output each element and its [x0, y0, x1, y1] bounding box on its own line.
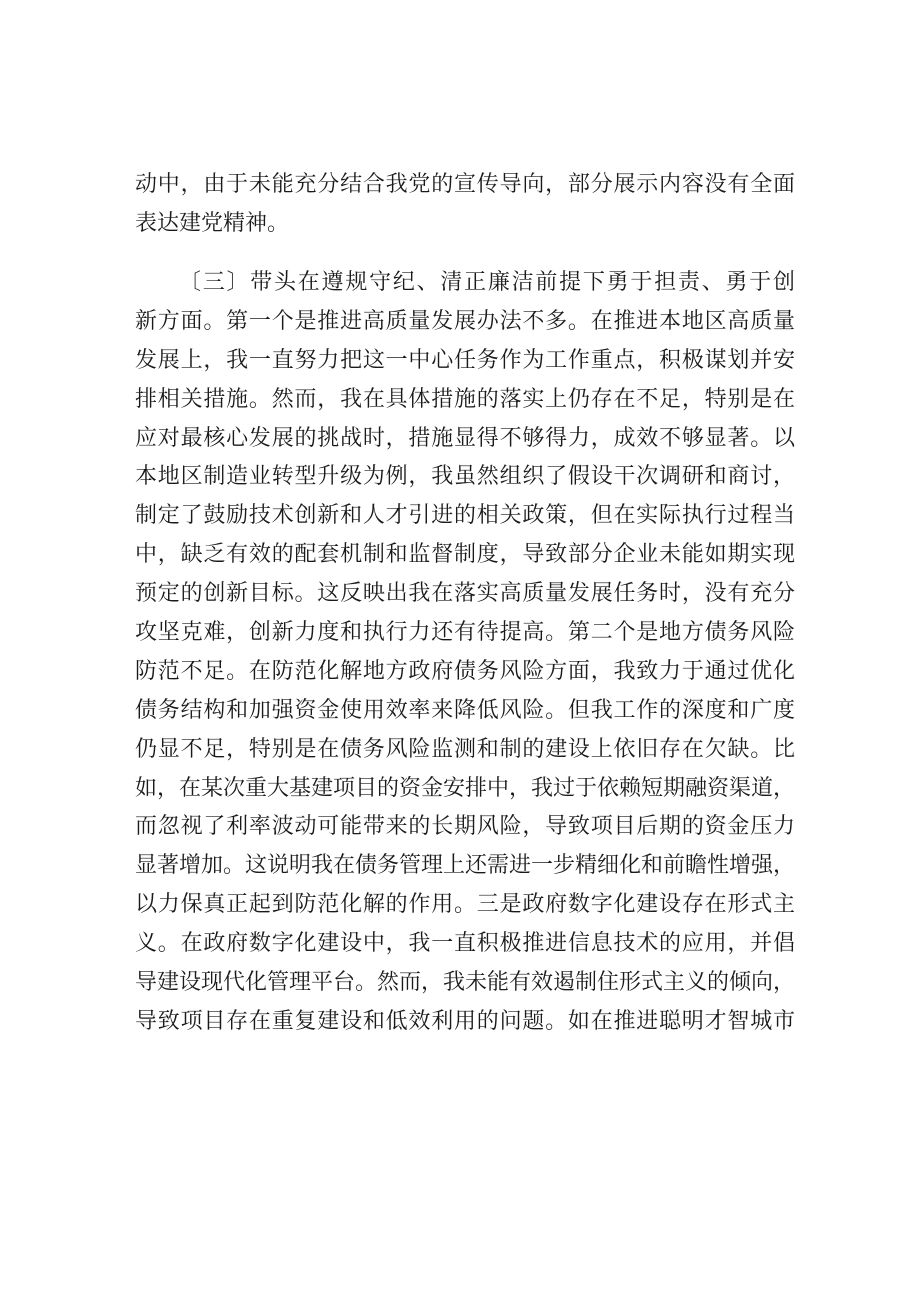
text-line: 仍显不足，特别是在债务风险监测和制的建设上依旧存在欠缺。比 [135, 736, 795, 762]
text-line: 本地区制造业转型升级为例，我虽然组织了假设干次调研和商讨， [135, 464, 795, 490]
text-line: 义。在政府数字化建设中，我一直积极推进信息技术的应用，并倡 [135, 931, 795, 957]
paragraph-continued [135, 166, 795, 244]
text-line: 显著增加。这说明我在债务管理上还需进一步精细化和前瞻性增强， [135, 853, 795, 879]
text-line: 中，缺乏有效的配套机制和监督制度，导致部分企业未能如期实现 [135, 542, 795, 568]
text-line: 〔三〕带头在遵规守纪、清正廉洁前提下勇于担责、勇于创 [179, 270, 795, 295]
paragraph-section-3 [135, 264, 795, 1042]
text-line: 债务结构和加强资金使用效率来降低风险。但我工作的深度和广度 [135, 697, 795, 723]
text-line: 如，在某次重大基建项目的资金安排中，我过于依赖短期融资渠道， [135, 775, 795, 801]
text-line: 排相关措施。然而，我在具体措施的落实上仍存在不足，特别是在 [135, 386, 795, 412]
text-line: 导致项目存在重复建设和低效利用的问题。如在推进聪明才智城市 [135, 1008, 795, 1034]
text-line: 预定的创新目标。这反映出我在落实高质量发展任务时，没有充分 [135, 581, 795, 607]
text-line: 防范不足。在防范化解地方政府债务风险方面，我致力于通过优化 [135, 658, 795, 684]
text-line: 导建设现代化管理平台。然而，我未能有效遏制住形式主义的倾向， [135, 970, 795, 996]
text-line: 而忽视了利率波动可能带来的长期风险，导致项目后期的资金压力 [135, 814, 795, 840]
text-line: 攻坚克难，创新力度和执行力还有待提高。第二个是地方债务风险 [135, 620, 795, 646]
text-line: 发展上，我一直努力把这一中心任务作为工作重点，积极谋划并安 [135, 347, 795, 373]
text-line: 制定了鼓励技术创新和人才引进的相关政策，但在实际执行过程当 [135, 503, 795, 529]
text-line: 新方面。第一个是推进高质量发展办法不多。在推进本地区高质量 [135, 308, 795, 334]
text-line: 表达建党精神。 [135, 210, 290, 236]
text-line: 以力保真正起到防范化解的作用。三是政府数字化建设存在形式主 [135, 892, 795, 918]
text-line: 应对最核心发展的挑战时，措施显得不够得力，成效不够显著。以 [135, 425, 795, 451]
text-line: 动中，由于未能充分结合我党的宣传导向，部分展示内容没有全面 [135, 172, 795, 197]
